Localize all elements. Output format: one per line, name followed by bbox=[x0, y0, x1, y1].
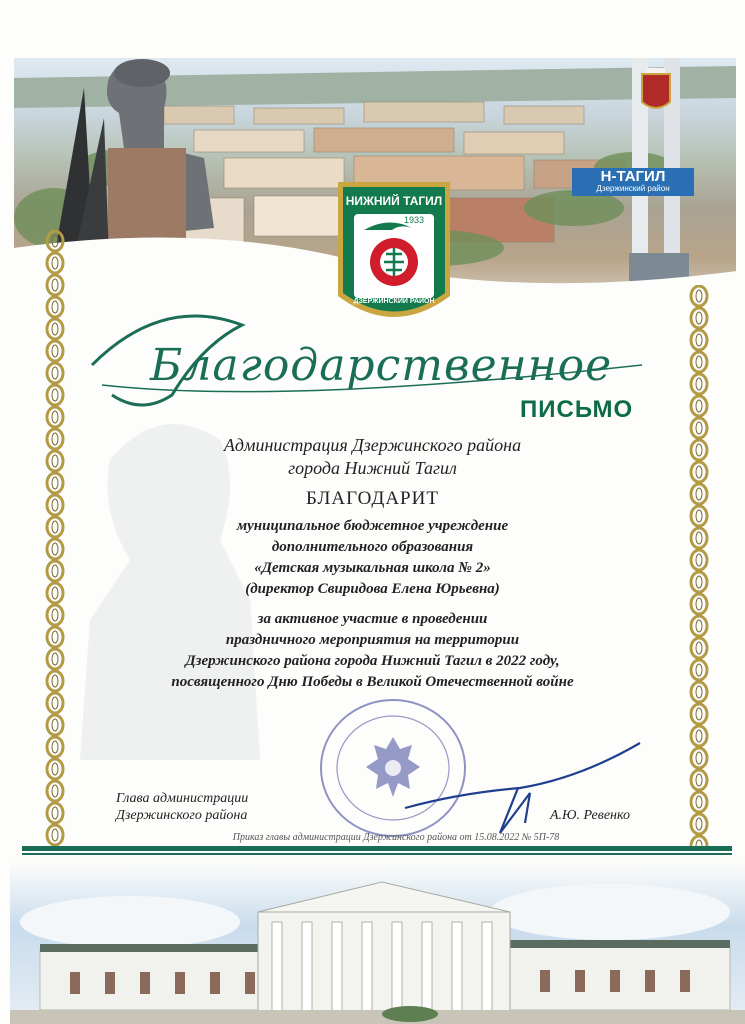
left-chain-border bbox=[42, 230, 68, 850]
emblem-year: 1933 bbox=[404, 215, 425, 225]
signatory-title bbox=[116, 790, 248, 824]
recipient-line-4: (директор Свиридова Елена Юрьевна) bbox=[245, 581, 500, 597]
title-script: Благодарственное bbox=[150, 340, 613, 391]
recipient-line-1: муниципальное бюджетное учреждение bbox=[236, 518, 509, 534]
recipient-block bbox=[100, 516, 645, 600]
reason-block bbox=[100, 609, 645, 693]
title-letter: ПИСЬМО bbox=[520, 396, 634, 423]
green-divider bbox=[22, 846, 732, 858]
signatory-name: А.Ю. Ревенко bbox=[550, 808, 631, 823]
stele-city-text: Н-ТАГИЛ bbox=[600, 168, 666, 185]
sender-line-1: Администрация Дзержинского района bbox=[223, 435, 522, 455]
sender-block bbox=[100, 434, 645, 480]
emblem-city-title: НИЖНИЙ ТАГИЛ bbox=[345, 194, 443, 208]
thanks-word: БЛАГОДАРИТ bbox=[306, 488, 439, 509]
right-chain-border bbox=[686, 285, 712, 850]
reason-line-2: праздничного мероприятия на территории bbox=[225, 632, 520, 648]
recipient-line-3: «Детская музыкальная школа № 2» bbox=[254, 560, 491, 576]
reason-line-3: Дзержинского района города Нижний Тагил в 2022 году, bbox=[185, 653, 560, 669]
stele-district-label: Дзержинский район bbox=[596, 184, 670, 193]
palace-building-image bbox=[10, 862, 745, 1024]
signatory-title-line-1: Глава администрации bbox=[116, 791, 249, 806]
order-reference: Приказ главы администрации Дзержинского района от 15.08.2022 № 5П-78 bbox=[232, 832, 560, 843]
emblem-district-arc: ДЗЕРЖИНСКИЙ РАЙОН bbox=[353, 298, 435, 305]
reason-line-4: посвященного Дню Победы в Великой Отечественной войне bbox=[171, 674, 574, 690]
signatory-title-line-2: Дзержинского района bbox=[116, 808, 248, 823]
recipient-line-2: дополнительного образования bbox=[271, 539, 474, 555]
sender-line-2: города Нижний Тагил bbox=[288, 458, 457, 478]
reason-line-1: за активное участие в проведении bbox=[257, 611, 488, 627]
